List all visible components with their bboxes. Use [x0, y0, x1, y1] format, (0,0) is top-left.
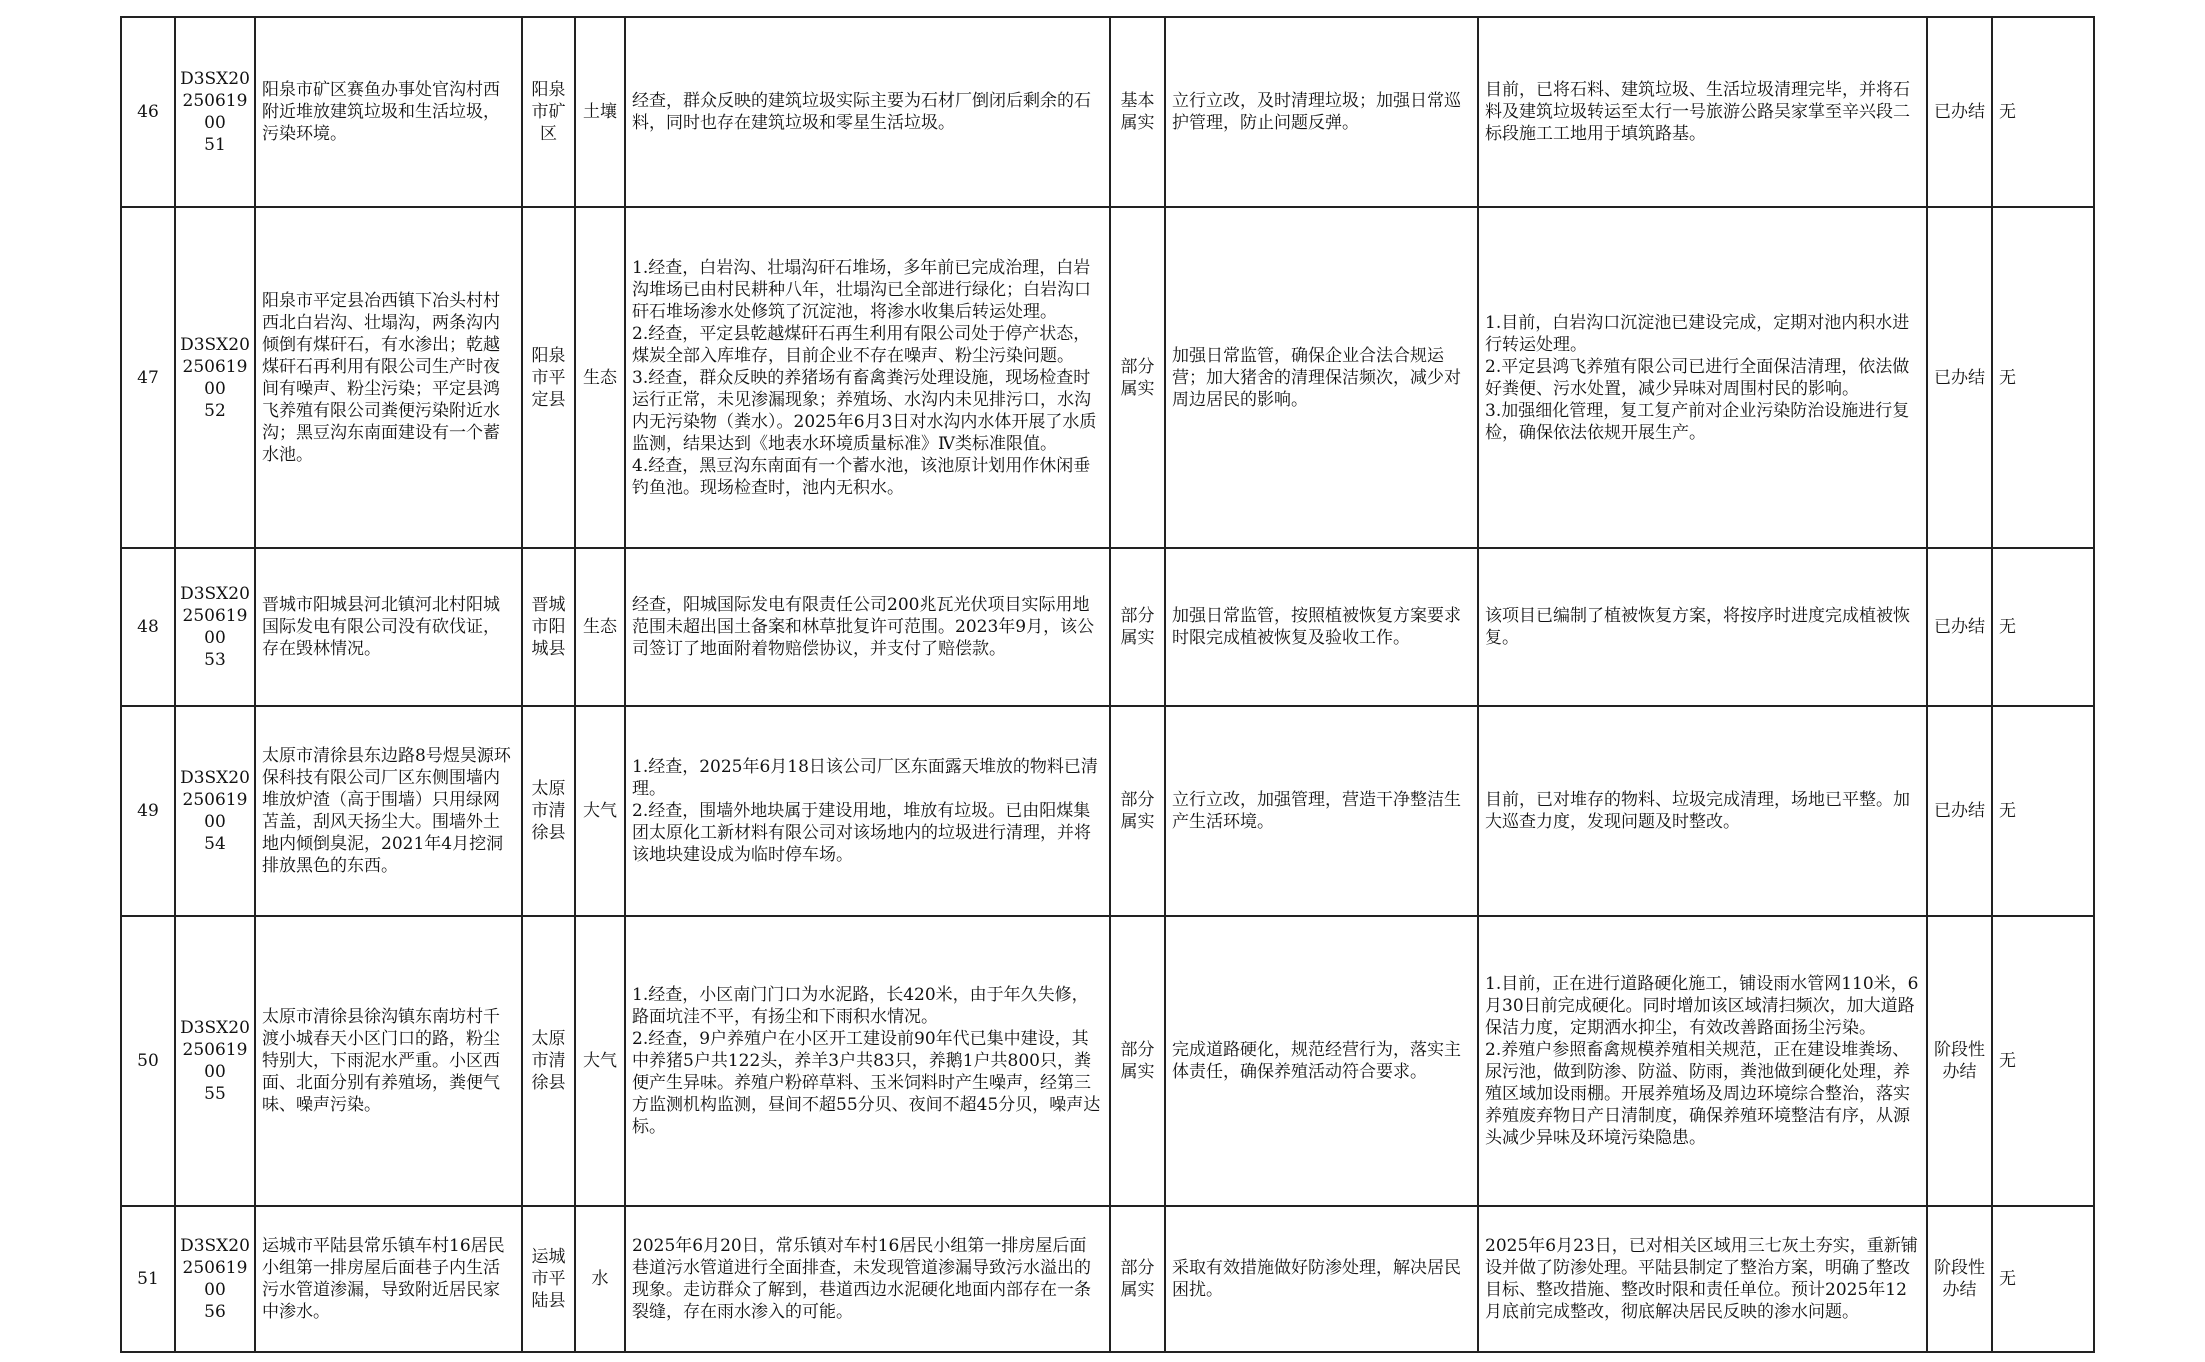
pollution-type: 生态 [575, 548, 625, 706]
investigation-findings: 2025年6月20日，常乐镇对车村16居民小组第一排房屋后面巷道污水管道进行全面排查，未发现管道渗漏导致污水溢出的现象。走访群众了解到，巷道西边水泥硬化地面内部存在一条裂缝，存在雨水渗入的可能。 [625, 1206, 1110, 1352]
rectification-progress: 该项目已编制了植被恢复方案，将按序时进度完成植被恢复。 [1478, 548, 1927, 706]
row-number: 47 [121, 207, 175, 548]
table-row [121, 916, 2094, 1206]
verdict: 部分 属实 [1110, 207, 1165, 548]
rectification-measures: 采取有效措施做好防渗处理，解决居民困扰。 [1165, 1206, 1478, 1352]
investigation-findings: 经查，群众反映的建筑垃圾实际主要为石材厂倒闭后剩余的石料，同时也存在建筑垃圾和零星生活垃圾。 [625, 17, 1110, 207]
region: 太原 市清 徐县 [522, 916, 575, 1206]
case-code: D3SX2025061900 53 [175, 548, 255, 706]
rectification-measures: 加强日常监管，确保企业合法合规运营；加大猪舍的清理保洁频次，减少对周边居民的影响。 [1165, 207, 1478, 548]
row-number: 49 [121, 706, 175, 916]
pollution-type: 土壤 [575, 17, 625, 207]
verdict: 部分 属实 [1110, 548, 1165, 706]
row-number: 46 [121, 17, 175, 207]
accountability: 无 [1992, 17, 2094, 207]
table-row [121, 706, 2094, 916]
pollution-type: 生态 [575, 207, 625, 548]
complaint-content: 太原市清徐县徐沟镇东南坊村千渡小城春天小区门口的路，粉尘特别大，下雨泥水严重。小区西面、北面分别有养殖场，粪便气味、噪声污染。 [255, 916, 522, 1206]
accountability: 无 [1992, 1206, 2094, 1352]
rectification-progress: 目前，已将石料、建筑垃圾、生活垃圾清理完毕，并将石料及建筑垃圾转运至太行一号旅游公路吴家掌至辛兴段二标段施工工地用于填筑路基。 [1478, 17, 1927, 207]
region: 晋城 市阳 城县 [522, 548, 575, 706]
region: 太原 市清 徐县 [522, 706, 575, 916]
rectification-progress: 2025年6月23日，已对相关区域用三七灰土夯实，重新铺设并做了防渗处理。平陆县制定了整治方案，明确了整改目标、整改措施、整改时限和责任单位。预计2025年12月底前完成整改，彻底解决居民反映的渗水问题。 [1478, 1206, 1927, 1352]
rectification-measures: 立行立改，及时清理垃圾；加强日常巡护管理，防止问题反弹。 [1165, 17, 1478, 207]
case-code: D3SX2025061900 52 [175, 207, 255, 548]
row-number: 51 [121, 1206, 175, 1352]
rectification-measures: 完成道路硬化，规范经营行为，落实主体责任，确保养殖活动符合要求。 [1165, 916, 1478, 1206]
table-row [121, 17, 2094, 207]
case-status: 已办结 [1927, 207, 1992, 548]
rectification-measures: 立行立改，加强管理，营造干净整洁生产生活环境。 [1165, 706, 1478, 916]
complaint-content: 运城市平陆县常乐镇车村16居民小组第一排房屋后面巷子内生活污水管道渗漏，导致附近居民家中渗水。 [255, 1206, 522, 1352]
table-row [121, 548, 2094, 706]
complaint-table [120, 16, 2095, 1353]
case-code: D3SX2025061900 55 [175, 916, 255, 1206]
verdict: 部分 属实 [1110, 1206, 1165, 1352]
investigation-findings: 1.经查，小区南门门口为水泥路，长420米，由于年久失修，路面坑洼不平，有扬尘和下雨积水情况。 2.经查，9户养殖户在小区开工建设前90年代已集中建设，其中养猪5户共122头，养羊3户共83只，养鹅1户共800只，粪便产生异味。养殖户粉碎草料、玉米饲料时产生噪声，经第三方监测机构监测，昼间不超55分贝、夜间不超45分贝，噪声达标。 [625, 916, 1110, 1206]
verdict: 部分 属实 [1110, 916, 1165, 1206]
verdict: 部分 属实 [1110, 706, 1165, 916]
accountability: 无 [1992, 548, 2094, 706]
investigation-findings: 1.经查，2025年6月18日该公司厂区东面露天堆放的物料已清理。 2.经查，围墙外地块属于建设用地，堆放有垃圾。已由阳煤集团太原化工新材料有限公司对该场地内的垃圾进行清理，并将该地块建设成为临时停车场。 [625, 706, 1110, 916]
rectification-progress: 目前，已对堆存的物料、垃圾完成清理，场地已平整。加大巡查力度，发现问题及时整改。 [1478, 706, 1927, 916]
pollution-type: 大气 [575, 916, 625, 1206]
case-code: D3SX2025061900 54 [175, 706, 255, 916]
accountability: 无 [1992, 916, 2094, 1206]
complaint-content: 阳泉市矿区赛鱼办事处官沟村西附近堆放建筑垃圾和生活垃圾，污染环境。 [255, 17, 522, 207]
accountability: 无 [1992, 207, 2094, 548]
case-status: 已办结 [1927, 548, 1992, 706]
pollution-type: 水 [575, 1206, 625, 1352]
case-status: 已办结 [1927, 706, 1992, 916]
rectification-measures: 加强日常监管，按照植被恢复方案要求时限完成植被恢复及验收工作。 [1165, 548, 1478, 706]
case-code: D3SX2025061900 51 [175, 17, 255, 207]
investigation-findings: 1.经查，白岩沟、壮塌沟矸石堆场，多年前已完成治理，白岩沟堆场已由村民耕种八年，壮塌沟已全部进行绿化；白岩沟口矸石堆场渗水处修筑了沉淀池，将渗水收集后转运处理。 2.经查，平定县乾越煤矸石再生利用有限公司处于停产状态，煤炭全部入库堆存，目前企业不存在噪声、粉尘污染问题。 3.经查，群众反映的养猪场有畜禽粪污处理设施，现场检查时运行正常，未见渗漏现象；养殖场、水沟内未见排污口，水沟内无污染物（粪水）。2025年6月3日对水沟内水体开展了水质监测，结果达到《地表水环境质量标准》Ⅳ类标准限值。 4.经查，黑豆沟东南面有一个蓄水池，该池原计划用作休闲垂钓鱼池。现场检查时，池内无积水。 [625, 207, 1110, 548]
complaint-content: 太原市清徐县东边路8号煜昊源环保科技有限公司厂区东侧围墙内堆放炉渣（高于围墙）只用绿网苫盖，刮风天扬尘大。围墙外土地内倾倒臭泥，2021年4月挖洞排放黑色的东西。 [255, 706, 522, 916]
row-number: 48 [121, 548, 175, 706]
accountability: 无 [1992, 706, 2094, 916]
region: 阳泉 市矿 区 [522, 17, 575, 207]
case-status: 阶段性 办结 [1927, 1206, 1992, 1352]
rectification-progress: 1.目前，白岩沟口沉淀池已建设完成，定期对池内积水进行转运处理。 2.平定县鸿飞养殖有限公司已进行全面保洁清理，依法做好粪便、污水处置，减少异味对周围村民的影响。 3.加强细化管理，复工复产前对企业污染防治设施进行复检，确保依法依规开展生产。 [1478, 207, 1927, 548]
region: 阳泉 市平 定县 [522, 207, 575, 548]
case-status: 阶段性 办结 [1927, 916, 1992, 1206]
rectification-progress: 1.目前，正在进行道路硬化施工，铺设雨水管网110米，6月30日前完成硬化。同时增加该区域清扫频次，加大道路保洁力度，定期洒水抑尘，有效改善路面扬尘污染。 2.养殖户参照畜禽规模养殖相关规范，正在建设堆粪场、尿污池，做到防渗、防溢、防雨，粪池做到硬化处理，养殖区域加设雨棚。开展养殖场及周边环境综合整治，落实养殖废弃物日产日清制度，确保养殖环境整洁有序，从源头减少异味及环境污染隐患。 [1478, 916, 1927, 1206]
row-number: 50 [121, 916, 175, 1206]
verdict: 基本 属实 [1110, 17, 1165, 207]
case-status: 已办结 [1927, 17, 1992, 207]
region: 运城 市平 陆县 [522, 1206, 575, 1352]
table-row [121, 207, 2094, 548]
complaint-content: 阳泉市平定县冶西镇下冶头村村西北白岩沟、壮塌沟，两条沟内倾倒有煤矸石，有水渗出；乾越煤矸石再利用有限公司生产时夜间有噪声、粉尘污染；平定县鸿飞养殖有限公司粪便污染附近水沟；黑豆沟东南面建设有一个蓄水池。 [255, 207, 522, 548]
complaint-content: 晋城市阳城县河北镇河北村阳城国际发电有限公司没有砍伐证，存在毁林情况。 [255, 548, 522, 706]
case-code: D3SX2025061900 56 [175, 1206, 255, 1352]
pollution-type: 大气 [575, 706, 625, 916]
table-row [121, 1206, 2094, 1352]
investigation-findings: 经查，阳城国际发电有限责任公司200兆瓦光伏项目实际用地范围未超出国土备案和林草批复许可范围。2023年9月，该公司签订了地面附着物赔偿协议，并支付了赔偿款。 [625, 548, 1110, 706]
